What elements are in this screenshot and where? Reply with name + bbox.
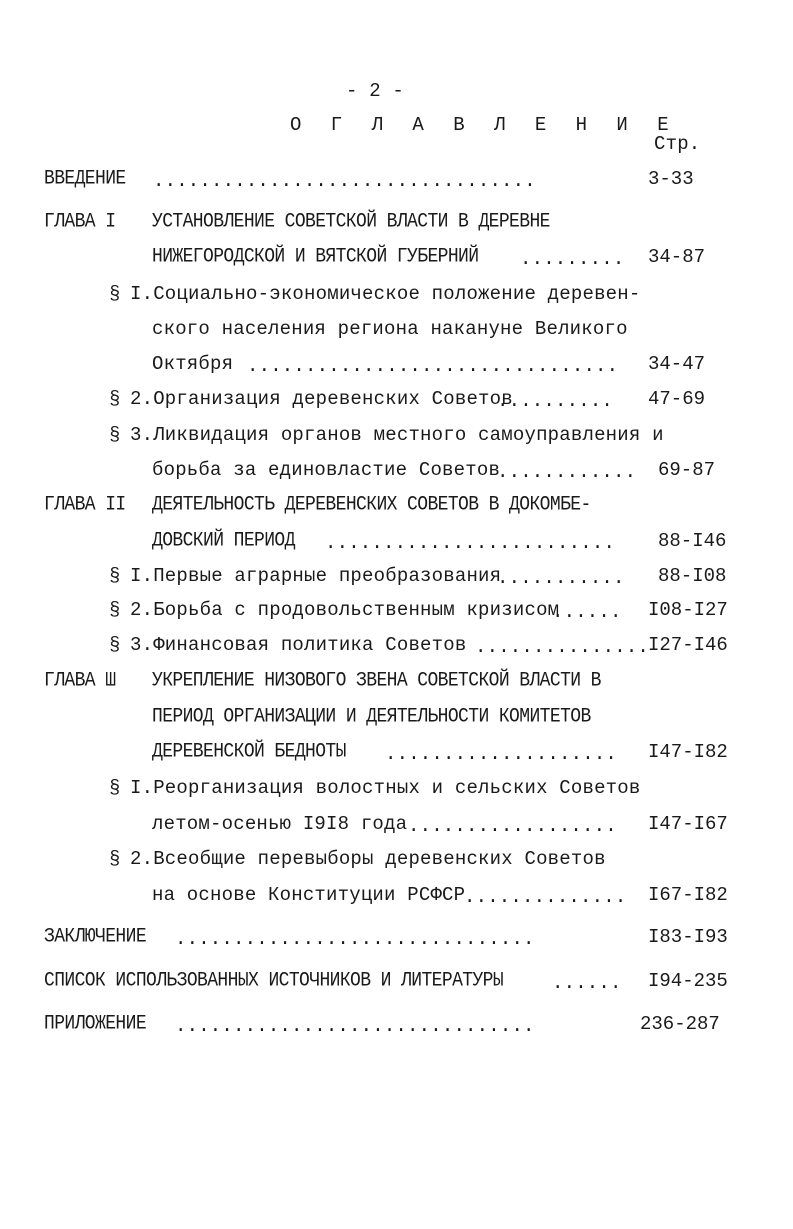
page-column-header: Стр. [654, 133, 701, 155]
entry-label: СПИСОК ИСПОЛЬЗОВАННЫХ ИСТОЧНИКОВ И ЛИТЕРАТУРЫ [44, 969, 504, 993]
page-range: I08-I27 [648, 599, 728, 621]
section-mark: § [109, 388, 121, 410]
section-mark: § [109, 777, 121, 799]
leader-dots: .................... [385, 743, 618, 765]
section-title-line-2: борьба за единовластие Советов [152, 459, 501, 481]
section-mark: § [109, 283, 121, 305]
section-title-line-1: I.Первые аграрные преобразования [130, 565, 502, 587]
page-number: - 2 - [346, 80, 405, 102]
leader-dots: ...... [552, 601, 622, 623]
chapter-number: ГЛАВА Ш [44, 669, 116, 693]
page-range: I27-I46 [648, 634, 728, 656]
leader-dots: ............... [475, 636, 650, 658]
chapter-title-line-1: ДЕЯТЕЛЬНОСТЬ ДЕРЕВЕНСКИХ СОВЕТОВ В ДОКОМБЕ- [152, 493, 591, 517]
page-range: I83-I93 [648, 926, 728, 948]
leader-dots: ................................. [153, 170, 536, 192]
section-title-line-2: на основе Конституции РСФСР [152, 884, 466, 906]
leader-dots: .......... [497, 390, 614, 412]
chapter-title-line-1: УСТАНОВЛЕНИЕ СОВЕТСКОЙ ВЛАСТИ В ДЕРЕВНЕ [152, 210, 550, 234]
section-title-line-1: 2.Всеобщие перевыборы деревенских Советов [130, 848, 606, 870]
chapter-title-line-2: ДОВСКИЙ ПЕРИОД [152, 529, 295, 553]
leader-dots: ................................ [247, 355, 619, 377]
section-mark: § [109, 424, 121, 446]
page-range: I47-I82 [648, 741, 728, 763]
leader-dots: ......................... [325, 532, 616, 554]
page-range: 3-33 [648, 168, 694, 190]
page-range: 69-87 [658, 459, 716, 481]
section-title-line-3: Октября [152, 353, 234, 375]
leader-dots: ............................... [175, 928, 535, 950]
page-range: 236-287 [640, 1013, 720, 1035]
page-range: I67-I82 [648, 884, 728, 906]
page-range: I47-I67 [648, 813, 728, 835]
page-range: I94-235 [648, 970, 728, 992]
leader-dots: ............ [497, 461, 637, 483]
section-mark: § [109, 634, 121, 656]
entry-label: ВВЕДЕНИЕ [44, 167, 126, 191]
chapter-title-line-1: УКРЕПЛЕНИЕ НИЗОВОГО ЗВЕНА СОВЕТСКОЙ ВЛАСТИ В [152, 669, 601, 693]
chapter-title-line-2: ПЕРИОД ОРГАНИЗАЦИИ И ДЕЯТЕЛЬНОСТИ КОМИТЕТОВ [152, 705, 591, 729]
section-title-line-1: 2.Организация деревенских Советов [130, 388, 513, 410]
entry-label: ПРИЛОЖЕНИЕ [44, 1012, 147, 1036]
page-range: 34-47 [648, 353, 706, 375]
leader-dots: ...... [552, 972, 622, 994]
chapter-title-line-3: ДЕРЕВЕНСКОЙ БЕДНОТЫ [152, 740, 346, 764]
leader-dots: .................. [408, 815, 617, 837]
chapter-number: ГЛАВА I [44, 210, 116, 234]
section-mark: § [109, 565, 121, 587]
section-title-line-1: 3.Финансовая политика Советов [130, 634, 467, 656]
section-title-line-1: 3.Ликвидация органов местного самоуправления и [130, 424, 664, 446]
page-range: 88-I46 [658, 530, 727, 552]
chapter-number: ГЛАВА II [44, 493, 126, 517]
leader-dots: .............. [464, 886, 627, 908]
page-range: 47-69 [648, 388, 706, 410]
section-mark: § [109, 848, 121, 870]
section-title-line-1: I.Социально-экономическое положение деревен- [130, 283, 641, 305]
chapter-title-line-2: НИЖЕГОРОДСКОЙ И ВЯТСКОЙ ГУБЕРНИЙ [152, 245, 479, 269]
section-title-line-2: ского населения региона накануне Великого [152, 318, 628, 340]
page-range: 88-I08 [658, 565, 727, 587]
leader-dots: ........... [497, 567, 625, 589]
leader-dots: ......... [520, 248, 625, 270]
page-range: 34-87 [648, 246, 706, 268]
entry-label: ЗАКЛЮЧЕНИЕ [44, 925, 147, 949]
section-mark: § [109, 599, 121, 621]
section-title-line-1: 2.Борьба с продовольственным кризисом [130, 599, 560, 621]
toc-title: О Г Л А В Л Е Н И Е [290, 114, 678, 136]
section-title-line-1: I.Реорганизация волостных и сельских Советов [130, 777, 641, 799]
leader-dots: ............................... [175, 1015, 535, 1037]
section-title-line-2: летом-осенью I9I8 года [152, 813, 408, 835]
